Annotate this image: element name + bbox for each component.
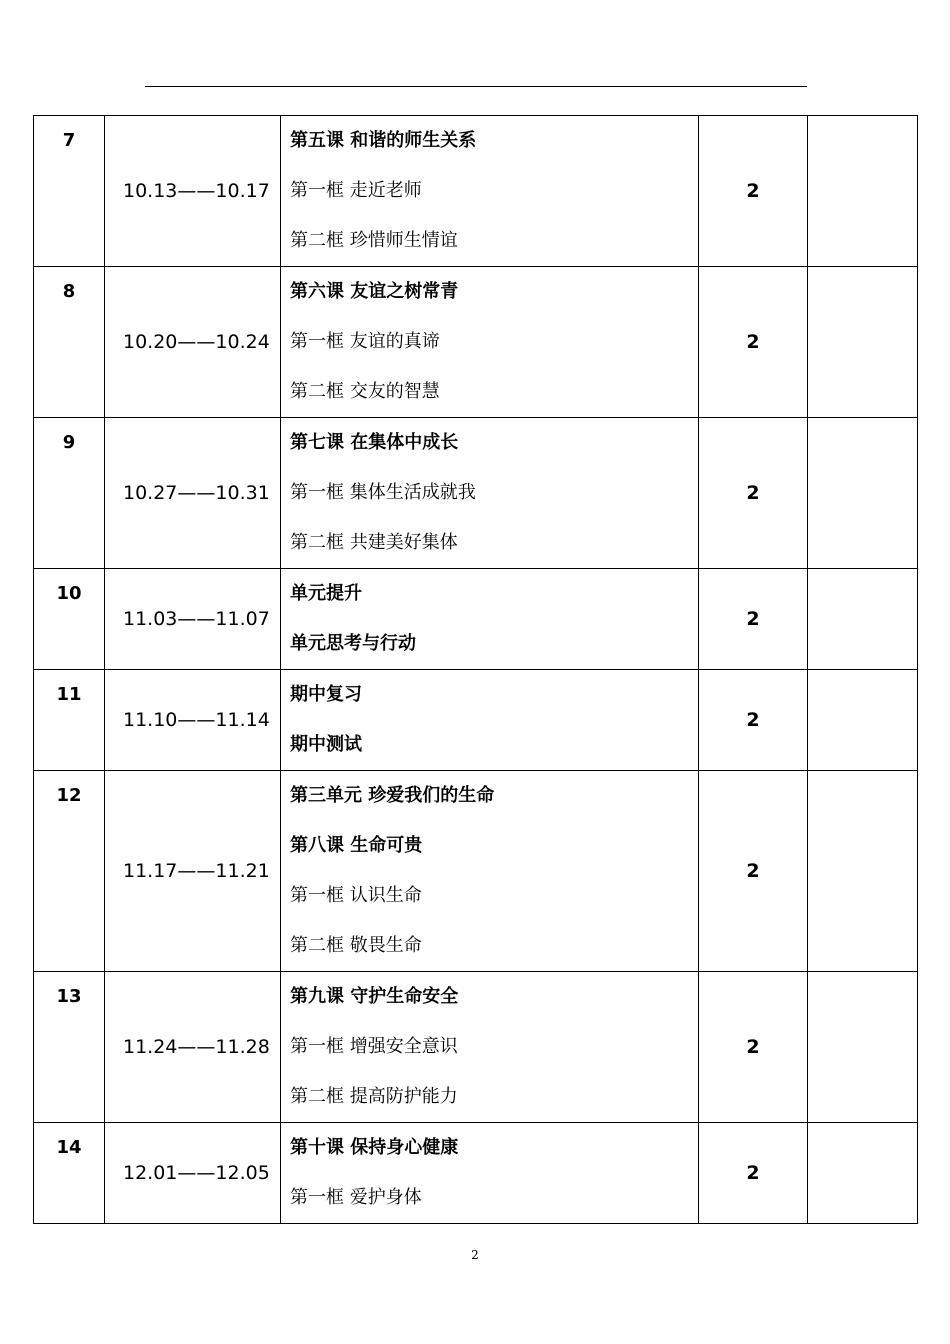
date-cell: 10.13——10.17 (105, 116, 281, 267)
lesson-title: 第六课 友谊之树常青 (290, 281, 459, 302)
date-cell: 12.01——12.05 (105, 1123, 281, 1224)
section-item: 第二框 交友的智慧 (290, 381, 440, 402)
page-number: 2 (471, 1248, 479, 1262)
date-cell: 11.10——11.14 (105, 670, 281, 771)
hours-cell: 2 (699, 418, 808, 569)
table-row (34, 1123, 918, 1224)
lesson-title: 单元提升 (290, 583, 362, 604)
table-row (34, 116, 918, 267)
section-item: 第一框 友谊的真谛 (290, 331, 440, 352)
content-cell (281, 1123, 699, 1224)
lesson-title: 期中测试 (290, 734, 362, 755)
hours-cell: 2 (699, 972, 808, 1123)
hours-cell: 2 (699, 670, 808, 771)
date-cell: 10.27——10.31 (105, 418, 281, 569)
week-cell: 8 (34, 267, 105, 418)
table-row (34, 267, 918, 418)
note-cell (808, 569, 918, 670)
hours-cell: 2 (699, 116, 808, 267)
note-cell (808, 771, 918, 972)
lesson-title: 期中复习 (290, 684, 362, 705)
section-item: 第二框 珍惜师生情谊 (290, 230, 458, 251)
hours-cell: 2 (699, 1123, 808, 1224)
note-cell (808, 670, 918, 771)
lesson-title: 第五课 和谐的师生关系 (290, 130, 477, 151)
week-cell: 11 (34, 670, 105, 771)
schedule-table (33, 115, 918, 1224)
table-row (34, 972, 918, 1123)
lesson-title: 第十课 保持身心健康 (290, 1137, 459, 1158)
section-item: 第一框 走近老师 (290, 180, 422, 201)
section-item: 第一框 集体生活成就我 (290, 482, 476, 503)
unit-title: 第三单元 珍爱我们的生命 (290, 785, 495, 806)
section-item: 第一框 爱护身体 (290, 1187, 422, 1208)
note-cell (808, 1123, 918, 1224)
section-item: 第二框 提高防护能力 (290, 1086, 458, 1107)
date-cell: 10.20——10.24 (105, 267, 281, 418)
hours-cell: 2 (699, 267, 808, 418)
section-item: 第一框 认识生命 (290, 885, 422, 906)
week-cell: 13 (34, 972, 105, 1123)
section-item: 第二框 敬畏生命 (290, 935, 422, 956)
table-row (34, 418, 918, 569)
week-cell: 12 (34, 771, 105, 972)
hours-cell: 2 (699, 771, 808, 972)
week-cell: 7 (34, 116, 105, 267)
content-cell (281, 670, 699, 771)
content-cell (281, 569, 699, 670)
date-cell: 11.17——11.21 (105, 771, 281, 972)
schedule-body (34, 116, 918, 1224)
lesson-title: 单元思考与行动 (290, 633, 416, 654)
lesson-title: 第八课 生命可贵 (290, 835, 423, 856)
lesson-title: 第七课 在集体中成长 (290, 432, 459, 453)
content-cell (281, 418, 699, 569)
table-row (34, 670, 918, 771)
note-cell (808, 972, 918, 1123)
week-cell: 10 (34, 569, 105, 670)
section-item: 第一框 增强安全意识 (290, 1036, 458, 1057)
note-cell (808, 116, 918, 267)
week-cell: 14 (34, 1123, 105, 1224)
note-cell (808, 418, 918, 569)
section-item: 第二框 共建美好集体 (290, 532, 458, 553)
hours-cell: 2 (699, 569, 808, 670)
content-cell (281, 771, 699, 972)
content-cell (281, 267, 699, 418)
week-cell: 9 (34, 418, 105, 569)
lesson-title: 第九课 守护生命安全 (290, 986, 459, 1007)
table-row (34, 569, 918, 670)
content-cell (281, 116, 699, 267)
table-row (34, 771, 918, 972)
header-rule (145, 86, 807, 87)
note-cell (808, 267, 918, 418)
date-cell: 11.24——11.28 (105, 972, 281, 1123)
content-cell (281, 972, 699, 1123)
date-cell: 11.03——11.07 (105, 569, 281, 670)
